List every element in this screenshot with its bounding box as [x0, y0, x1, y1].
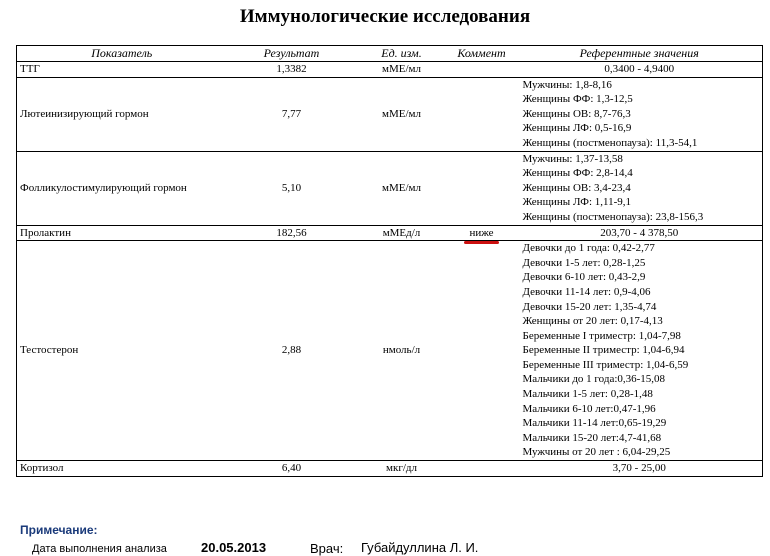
reference-line: Женщины от 20 лет: 0,17-4,13: [522, 315, 663, 328]
comment-cell: [447, 77, 517, 151]
reference-line: 3,70 - 25,00: [612, 462, 666, 475]
unit-value: мМЕ/мл: [357, 77, 447, 151]
comment-cell: [447, 62, 517, 78]
header-result: Результат: [227, 46, 357, 62]
completion-date: 20.05.2013: [201, 540, 267, 555]
reference-line: Женщины (постменопауза): 11,3-54,1: [522, 136, 698, 149]
reference-line: Мужчины: 1,37-13,58: [522, 152, 623, 165]
unit-value: мкг/дл: [357, 461, 447, 477]
header-reference: Референтные значения: [517, 46, 763, 62]
result-value: 7,77: [227, 77, 357, 151]
comment-cell: [447, 151, 517, 225]
table-row: [17, 225, 763, 241]
table-body: [17, 62, 763, 477]
reference-cell: [517, 241, 763, 461]
indicator-name: Тестостерон: [17, 241, 227, 461]
header-unit: Ед. изм.: [357, 46, 447, 62]
indicator-name: ТТГ: [17, 62, 227, 78]
unit-value: мМЕд/л: [357, 225, 447, 241]
reference-line: Женщины ЛФ: 0,5-16,9: [522, 122, 632, 135]
indicator-name: Пролактин: [17, 225, 227, 241]
completion-date-label: Дата выполнения анализа: [32, 543, 167, 555]
comment-cell: [447, 225, 517, 241]
indicator-name: Лютеинизирующий гормон: [17, 77, 227, 151]
reference-line: Женщины ФФ: 2,8-14,4: [522, 167, 633, 180]
note-label: Примечание:: [20, 523, 98, 537]
page-title: Иммунологические исследования: [239, 6, 531, 27]
result-value: 182,56: [227, 225, 357, 241]
table-header-row: [17, 46, 763, 62]
reference-line: Женщины (постменопауза): 23,8-156,3: [522, 210, 704, 223]
reference-cell: [517, 77, 763, 151]
table-row: [17, 62, 763, 78]
reference-line: Мужчины: 1,8-8,16: [522, 78, 612, 91]
unit-value: мМЕ/мл: [357, 62, 447, 78]
reference-line: Беременные III триместр: 1,04-6,59: [522, 358, 689, 371]
reference-line: Беременные I триместр: 1,04-7,98: [522, 329, 681, 342]
reference-line: 0,3400 - 4,9400: [604, 63, 675, 75]
reference-line: Девочки 6-10 лет: 0,43-2,9: [522, 271, 646, 284]
doctor-label: Врач:: [310, 541, 344, 556]
reference-cell: [517, 225, 763, 241]
comment-value: [469, 226, 493, 241]
unit-value: нмоль/л: [357, 241, 447, 461]
indicator-name: Кортизол: [17, 461, 227, 477]
header-comment: Коммент: [447, 46, 517, 62]
reference-line: Женщины ФФ: 1,3-12,5: [522, 93, 633, 106]
reference-cell: [517, 461, 763, 477]
unit-value: мМЕ/мл: [357, 151, 447, 225]
reference-line: Мальчики 11-14 лет:0,65-19,29: [522, 417, 667, 430]
reference-line: 203,70 - 4 378,50: [600, 226, 679, 239]
result-value: 2,88: [227, 241, 357, 461]
doctor-name: Губайдуллина Л. И.: [361, 540, 479, 555]
reference-line: Мальчики 15-20 лет:4,7-41,68: [522, 431, 662, 444]
reference-line: Мужчины от 20 лет : 6,04-29,25: [522, 446, 671, 459]
reference-line: Мальчики до 1 года:0,36-15,08: [522, 373, 666, 386]
reference-line: Девочки 15-20 лет: 1,35-4,74: [522, 300, 657, 313]
reference-line: Девочки до 1 года: 0,42-2,77: [522, 242, 655, 255]
reference-line: Беременные II триместр: 1,04-6,94: [522, 344, 685, 357]
comment-cell: [447, 461, 517, 477]
table-row: [17, 77, 763, 151]
table-row: [17, 241, 763, 461]
reference-line: Мальчики 6-10 лет:0,47-1,96: [522, 402, 656, 415]
table-row: [17, 461, 763, 477]
reference-line: Женщины ОВ: 8,7-76,3: [522, 107, 631, 120]
reference-line: Женщины ЛФ: 1,11-9,1: [522, 196, 632, 209]
reference-cell: [517, 62, 763, 78]
result-value: 1,3382: [227, 62, 357, 78]
highlight-underline: [464, 241, 498, 244]
header-indicator: Показатель: [17, 46, 227, 62]
result-value: 5,10: [227, 151, 357, 225]
comment-text: ниже: [469, 226, 494, 239]
reference-cell: [517, 151, 763, 225]
reference-line: Девочки 11-14 лет: 0,9-4,06: [522, 285, 651, 298]
reference-line: Мальчики 1-5 лет: 0,28-1,48: [522, 388, 653, 401]
reference-line: Женщины ОВ: 3,4-23,4: [522, 181, 631, 194]
reference-line: Девочки 1-5 лет: 0,28-1,25: [522, 256, 646, 269]
comment-cell: [447, 241, 517, 461]
results-table: [16, 45, 763, 477]
result-value: 6,40: [227, 461, 357, 477]
table-row: [17, 151, 763, 225]
indicator-name: Фолликулостимулирующий гормон: [17, 151, 227, 225]
